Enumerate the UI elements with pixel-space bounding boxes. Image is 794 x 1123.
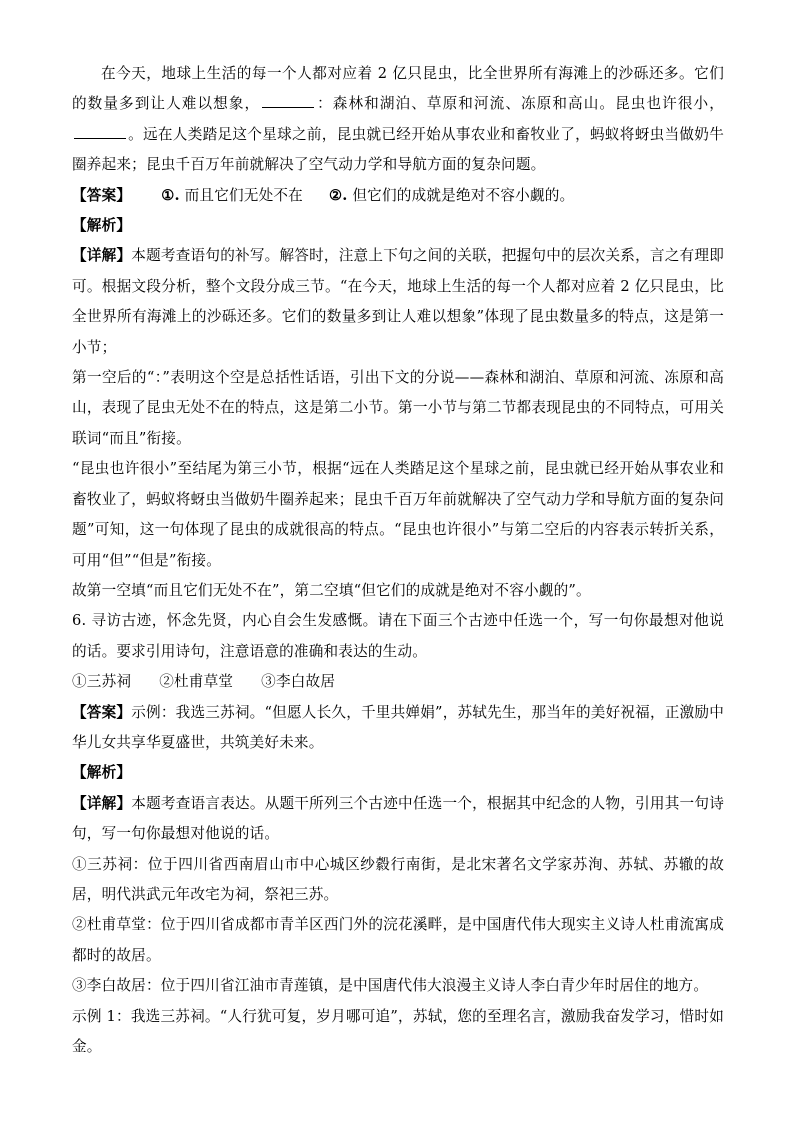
detail-label: 【详解】	[72, 247, 132, 265]
answer-blank-2	[74, 123, 126, 139]
option-1: ①三苏祠	[72, 673, 132, 691]
answer-1-text: 而且它们无处不在	[184, 186, 303, 204]
site-libai-residence: ③李白故居：位于四川省江油市青莲镇，是中国唐代伟大浪漫主义诗人李白青少年时居住的地方。	[72, 977, 709, 995]
q6-detail-1	[72, 789, 724, 850]
detail-text: 本题考查语言表达。从题干所列三个古迹中任选一个，根据其中纪念的人物，引用其一句诗句，写一句你最想对他说的话。	[72, 794, 724, 843]
analysis-label: 【解析】	[72, 217, 132, 235]
passage-text-2: ：森林和湖泊、草原和河流、冻原和高山。昆虫也许很小，	[316, 95, 725, 113]
answer-blank-1	[262, 92, 314, 108]
passage-text-1: 在今天，地球上生活的每一个人都对应着 2 亿只昆虫，比全世界所有海滩上的沙砾还多。它们的数量多到让人难以想象，	[72, 65, 724, 113]
answer-2-text: 但它们的成就是绝对不容小觑的。	[352, 186, 575, 204]
site-dufu-cottage: ②杜甫草堂：位于四川省成都市青羊区西门外的浣花溪畔，是中国唐代伟大现实主义诗人杜甫流寓成都时的故居。	[72, 916, 724, 964]
passage-paragraph	[72, 59, 724, 181]
q5-conclusion: 故第一空填“而且它们无处不在”，第二空填“但它们的成就是绝对不容小觑的”。	[72, 581, 591, 599]
option-3: ③李白故居	[261, 673, 336, 691]
q6-answer	[72, 698, 724, 759]
q5-detail-3: “昆虫也许很小”至结尾为第三小节，根据“远在人类踏足这个星球之前，昆虫就已经开始从事农业和畜牧业了，蚂蚁将蚜虫当做奶牛圈养起来；昆虫千百万年前就解决了空气动力学和导航方面的复杂问题”可知，这一句体现了昆虫的成就很高的特点。“昆虫也许很小”与第二空后的内容表示转折关系，可用“但”“但是”衔接。	[72, 460, 724, 569]
answer-text: 示例：我选三苏祠。“但愿人长久，千里共婵娟”，苏轼先生，那当年的美好祝福，正激励中华儿女共享华夏盛世，共筑美好未来。	[72, 703, 724, 751]
detail-label: 【详解】	[72, 794, 132, 812]
analysis-label: 【解析】	[72, 764, 132, 782]
q5-detail-2: 第一空后的“：”表明这个空是总括性话语，引出下文的分说——森林和湖泊、草原和河流、冻原和高山，表现了昆虫无处不在的特点，这是第二小节。第一小节与第二节都表现昆虫的不同特点，可用关联词“而且”衔接。	[72, 369, 724, 447]
q5-detail-1	[72, 241, 724, 363]
example-1: 示例 1：我选三苏祠。“人行犹可复，岁月哪可追”，苏轼，您的至理名言，激励我奋发学习，惜时如金。	[72, 1007, 724, 1055]
q6-options	[72, 667, 724, 697]
answer-2-number: ②.	[328, 186, 348, 204]
q5-answer	[72, 181, 724, 211]
answer-label: 【答案】	[72, 703, 132, 721]
site-sansu-shrine: ①三苏祠：位于四川省西南眉山市中心城区纱縠行南街，是北宋著名文学家苏洵、苏轼、苏辙的故居，明代洪武元年改宅为祠，祭祀三苏。	[72, 855, 724, 903]
detail-text: 本题考查语句的补写。解答时，注意上下句之间的关联，把握句中的层次关系，言之有理即可。根据文段分析，整个文段分成三节。“在今天，地球上生活的每一个人都对应着 2 亿只昆虫，比全世界所有海滩上的沙砾还多。它们的数量多到让人难以想象”体现了昆虫数量多的特点，这是第一小节；	[72, 247, 724, 356]
q6-stem: 6. 寻访古迹，怀念先贤，内心自会生发感慨。请在下面三个古迹中任选一个，写一句你最想对他说的话。要求引用诗句，注意语意的准确和表达的生动。	[72, 612, 724, 660]
passage-text-3: 。远在人类踏足这个星球之前，昆虫就已经开始从事农业和畜牧业了，蚂蚁将蚜虫当做奶牛圈养起来；昆虫千百万年前就解决了空气动力学和导航方面的复杂问题。	[72, 125, 724, 174]
document-page	[72, 59, 724, 1062]
answer-1-number: ①.	[161, 186, 180, 204]
answer-label: 【答案】	[72, 186, 132, 204]
option-2: ②杜甫草堂	[159, 673, 234, 691]
